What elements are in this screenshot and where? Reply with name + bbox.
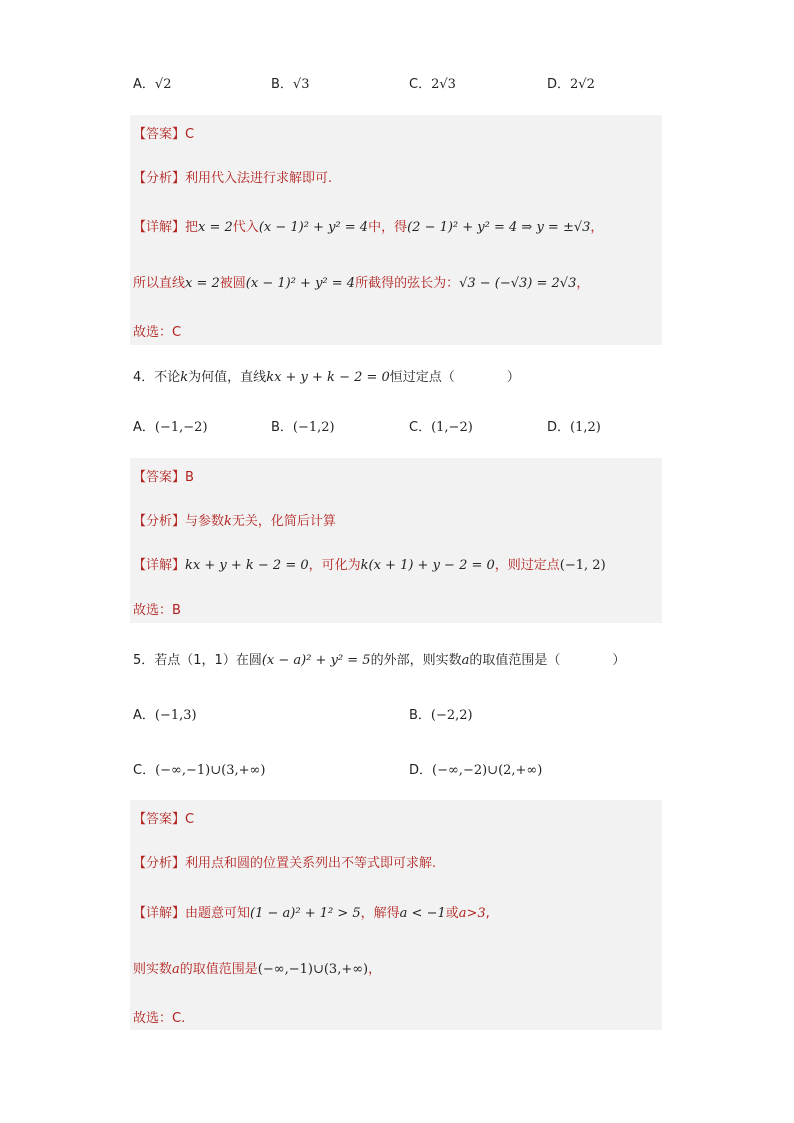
math-variable: a [461,653,470,668]
q3-choose [133,321,181,340]
analysis-text: 无关，化简后计算 [231,514,336,529]
option-value: (−1,2) [292,420,335,435]
q3-option-a [133,73,171,92]
option-letter: A． [133,708,155,723]
math-expression: x = 2 [185,276,220,291]
answer-value: B [185,470,194,485]
q3-option-b [271,73,309,92]
detail-tag: 【详解】 [133,906,186,921]
detail-text: ， [590,220,604,235]
detail-tag: 【详解】 [133,220,186,235]
analysis-tag: 【分析】 [133,856,186,871]
analysis-text: 利用点和圆的位置关系列出不等式即可求解. [185,856,437,871]
detail-text: 中，得 [368,220,408,235]
q5-analysis [133,852,436,871]
q5-option-c [133,759,265,778]
option-value: (−∞,−1)∪(3,+∞) [155,763,266,778]
q4-stem [133,366,520,385]
answer-value: C [185,812,195,827]
math-expression: a < −1 [399,906,446,921]
answer-tag: 【答案】 [133,470,186,485]
option-value: (1,−2) [431,420,473,435]
q3-answer [133,123,194,142]
option-letter: A． [133,420,155,435]
math-expression: (1 − a)² + 1² > 5 [250,906,361,921]
option-letter: B． [271,77,293,92]
option-value: (−∞,−2)∪(2,+∞) [432,763,543,778]
q4-option-d [547,416,601,435]
math-variable: k [224,514,232,529]
math-expression: a>3 [458,906,486,921]
math-expression: (x − 1)² + y² = 4 [258,220,369,235]
analysis-tag: 【分析】 [133,514,186,529]
analysis-text: 利用代入法进行求解即可. [185,171,333,186]
q4-option-a [133,416,208,435]
q4-option-b [271,416,335,435]
detail-text: ，解得 [360,906,400,921]
math-expression: kx + y + k − 2 = 0 [185,558,309,573]
q5-answer [133,808,194,827]
math-expression: (x − 1)² + y² = 4 [245,276,356,291]
option-letter: C． [409,420,432,435]
detail-text: ，可化为 [308,558,361,573]
option-value: √3 [292,77,310,92]
detail-text: 所以直线 [133,276,186,291]
q3-option-d [547,73,595,92]
option-letter: D． [547,77,571,92]
option-value: (−2,2) [430,708,473,723]
q3-detail-line-1 [133,216,603,235]
q5-range [133,958,381,977]
q3-detail-line-2 [133,272,589,291]
math-variable: k [180,370,189,385]
detail-tag: 【详解】 [133,558,186,573]
answer-value: C [185,127,195,142]
option-letter: A． [133,77,155,92]
detail-text: ， [368,962,382,977]
answer-tag: 【答案】 [133,127,186,142]
q5-detail [133,902,490,921]
math-expression: x = 2 [198,220,233,235]
option-letter: C． [133,763,156,778]
stem-text: 的外部，则实数 [370,653,462,668]
choose-text: 故选：C. [133,1011,186,1026]
stem-text: ） [612,653,626,668]
option-letter: B． [409,708,431,723]
q4-solution-panel [130,458,662,623]
option-value: 2√3 [431,77,456,92]
stem-text: ） [506,370,520,385]
analysis-tag: 【分析】 [133,171,186,186]
option-value: 2√2 [570,77,595,92]
option-value: (−1,3) [154,708,197,723]
detail-text: 则实数 [133,962,173,977]
detail-text: ，则过定点 [494,558,560,573]
detail-text: ， [576,276,590,291]
detail-text: 所截得的弦长为： [355,276,460,291]
math-expression: (2 − 1)² + y² = 4 ⇒ y = ±√3 [407,220,591,235]
option-letter: C． [409,77,432,92]
math-expression: (−1, 2) [559,558,606,573]
q5-choose [133,1007,185,1026]
q4-choose [133,599,181,618]
q4-detail [133,554,606,573]
detail-text: , [485,906,490,921]
choose-text: 故选：B [133,603,181,618]
detail-text: 的取值范围是 [179,962,258,977]
stem-text: 为何值，直线 [188,370,267,385]
math-expression: kx + y + k − 2 = 0 [266,370,390,385]
detail-text: 把 [185,220,199,235]
q4-analysis [133,510,336,529]
answer-tag: 【答案】 [133,812,186,827]
stem-text: 的取值范围是（ [469,653,561,668]
detail-text: 代入 [232,220,259,235]
stem-text: 5．若点（1，1）在圆 [133,653,262,668]
q4-option-c [409,416,473,435]
math-variable: a [172,962,180,977]
option-letter: D． [409,763,433,778]
detail-text: 由题意可知 [185,906,251,921]
math-expression: k(x + 1) + y − 2 = 0 [360,558,495,573]
detail-text: 或 [445,906,459,921]
math-expression: √3 − (−√3) = 2√3 [459,276,577,291]
choose-text: 故选：C [133,325,182,340]
q3-analysis [133,167,332,186]
option-letter: D． [547,420,571,435]
q5-option-a [133,704,197,723]
analysis-text: 与参数 [185,514,225,529]
q5-option-d [409,759,542,778]
q4-answer [133,466,194,485]
option-value: (−1,−2) [154,420,208,435]
option-value: √2 [154,77,172,92]
option-value: (1,2) [570,420,601,435]
q3-option-c [409,73,456,92]
stem-text: 恒过定点（ [389,370,455,385]
option-letter: B． [271,420,293,435]
detail-text: 被圆 [219,276,246,291]
math-expression: (−∞,−1)∪(3,+∞) [257,962,369,977]
stem-text: 4．不论 [133,370,181,385]
q5-option-b [409,704,473,723]
math-expression: (x − a)² + y² = 5 [261,653,371,668]
q5-stem [133,649,625,668]
